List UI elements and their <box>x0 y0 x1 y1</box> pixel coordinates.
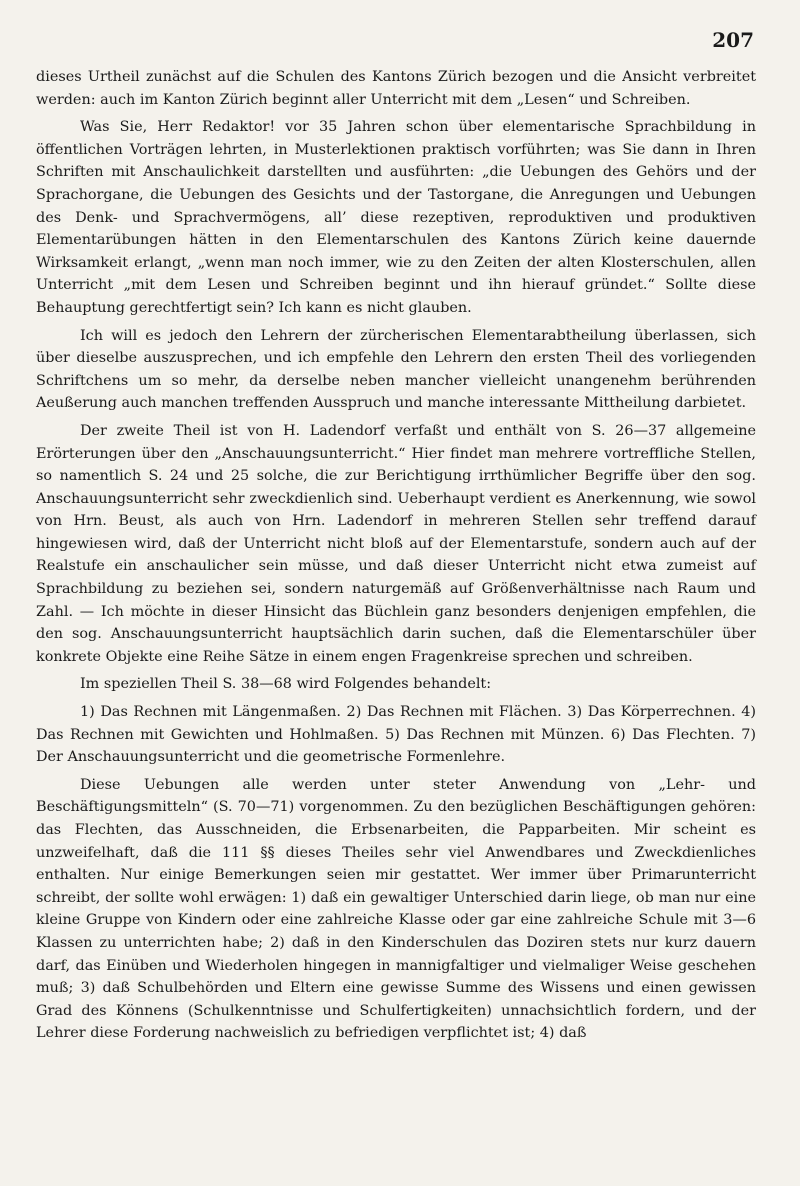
page-number: 207 <box>712 28 754 52</box>
paragraph: dieses Urtheil zunächst auf die Schulen des Kantons Zürich bezogen und die Ansicht verbreitet werden: auch im Kanton Zürich beginnt aller Unterricht mit dem „Lesen“ und Schreiben. <box>36 69 756 108</box>
paragraph: Im speziellen Theil S. 38—68 wird Folgendes behandelt: <box>80 676 492 693</box>
numbered-list: 1) Das Rechnen mit Längenmaßen. 2) Das Rechnen mit Flächen. 3) Das Körperrechnen. 4) Das Rechnen mit Gewichten und Hohlmaßen. 5) Das Rechnen mit Münzen. 6) Das Flechten. 7) Der Anschauungsunterricht und die geometrische Formenlehre. <box>36 704 756 766</box>
paragraph: Diese Uebungen alle werden unter steter Anwendung von „Lehr- und Beschäftigungsmitteln“ (S. 70—71) vorgenommen. Zu den bezüglichen Beschäftigungen gehören: das Flechten, das Ausschneiden, die Erbsenarbeiten, die Papparbeiten. Mir scheint es unzweifelhaft, daß die 111 §§ dieses Theiles sehr viel Anwendbares und Zweckdienliches enthalten. Nur einige Bemerkungen seien mir gestattet. Wer immer über Primarunterricht schreibt, der sollte wohl erwägen: 1) daß ein gewaltiger Unterschied darin liege, ob man nur eine kleine Gruppe von Kindern oder eine zahlreiche Klasse oder gar eine zahlreiche Schule mit 3—6 Klassen zu unterrichten habe; 2) daß in den Kinderschulen das Doziren stets nur kurz dauern darf, das Einüben und Wiederholen hingegen in mannigfaltiger und vielmaliger Weise geschehen muß; 3) daß Schulbehörden und Eltern eine gewisse Summe des Wissens und einen gewissen Grad des Könnens (Schulkenntnisse und Schulfertigkeiten) unnachsichtlich fordern, und der Lehrer diese Forderung nachweislich zu befriedigen verpflichtet ist; 4) daß <box>36 776 756 1042</box>
paragraph: Was Sie, Herr Redaktor! vor 35 Jahren schon über elementarische Sprachbildung in öffentlichen Vorträgen lehrten, in Musterlektionen praktisch vorführten; was Sie dann in Ihren Schriften mit Anschaulichkeit darstellten und ausführten: „die Uebungen des Gehörs und der Sprachorgane, die Uebungen des Gesichts und der Tastorgane, die Anregungen und Uebungen des Denk- und Sprachvermögens, all’ diese rezeptiven, reproduktiven und produktiven Elementarübungen hätten in den Elementarschulen des Kantons Zürich keine dauernde Wirksamkeit erlangt, „wenn man noch immer, wie zu den Zeiten der alten Klosterschulen, allen Unterricht „mit dem Lesen und Schreiben beginnt und ihn hierauf gründet.“ Sollte diese Behauptung gerechtfertigt sein? Ich kann es nicht glauben. <box>36 119 756 316</box>
paragraph: Ich will es jedoch den Lehrern der zürcherischen Elementarabtheilung überlassen, sich über dieselbe auszusprechen, und ich empfehle den Lehrern den ersten Theil des vorliegenden Schriftchens um so mehr, da derselbe neben mancher vielleicht unangenehm berührenden Aeußerung auch manchen treffenden Ausspruch und manche interessante Mittheilung darbietet. <box>36 327 756 412</box>
paragraph: Der zweite Theil ist von H. Ladendorf verfaßt und enthält von S. 26—37 allgemeine Erörterungen über den „Anschauungsunterricht.“ Hier findet man mehrere vortreffliche Stellen, so namentlich S. 24 und 25 solche, die zur Berichtigung irrthümlicher Begriffe über den sog. Anschauungsunterricht sehr zweckdienlich sind. Ueberhaupt verdient es Anerkennung, wie sowol von Hrn. Beust, als auch von Hrn. Ladendorf in mehreren Stellen sehr treffend darauf hingewiesen wird, daß der Unterricht nicht bloß auf der Elementarstufe, sondern auch auf der Realstufe ein anschaulicher sein müsse, und daß dieser Unterricht nicht etwa zumeist auf Sprachbildung zu beziehen sei, sondern naturgemäß auf Größenverhältnisse nach Raum und Zahl. — Ich möchte in dieser Hinsicht das Büchlein ganz besonders denjenigen empfehlen, die den sog. Anschauungsunterricht hauptsächlich darin suchen, daß die Elementarschüler über konkrete Objekte eine Reihe Sätze in einem engen Fragenkreise sprechen und schreiben. <box>36 422 756 665</box>
body-text <box>36 66 756 1050</box>
